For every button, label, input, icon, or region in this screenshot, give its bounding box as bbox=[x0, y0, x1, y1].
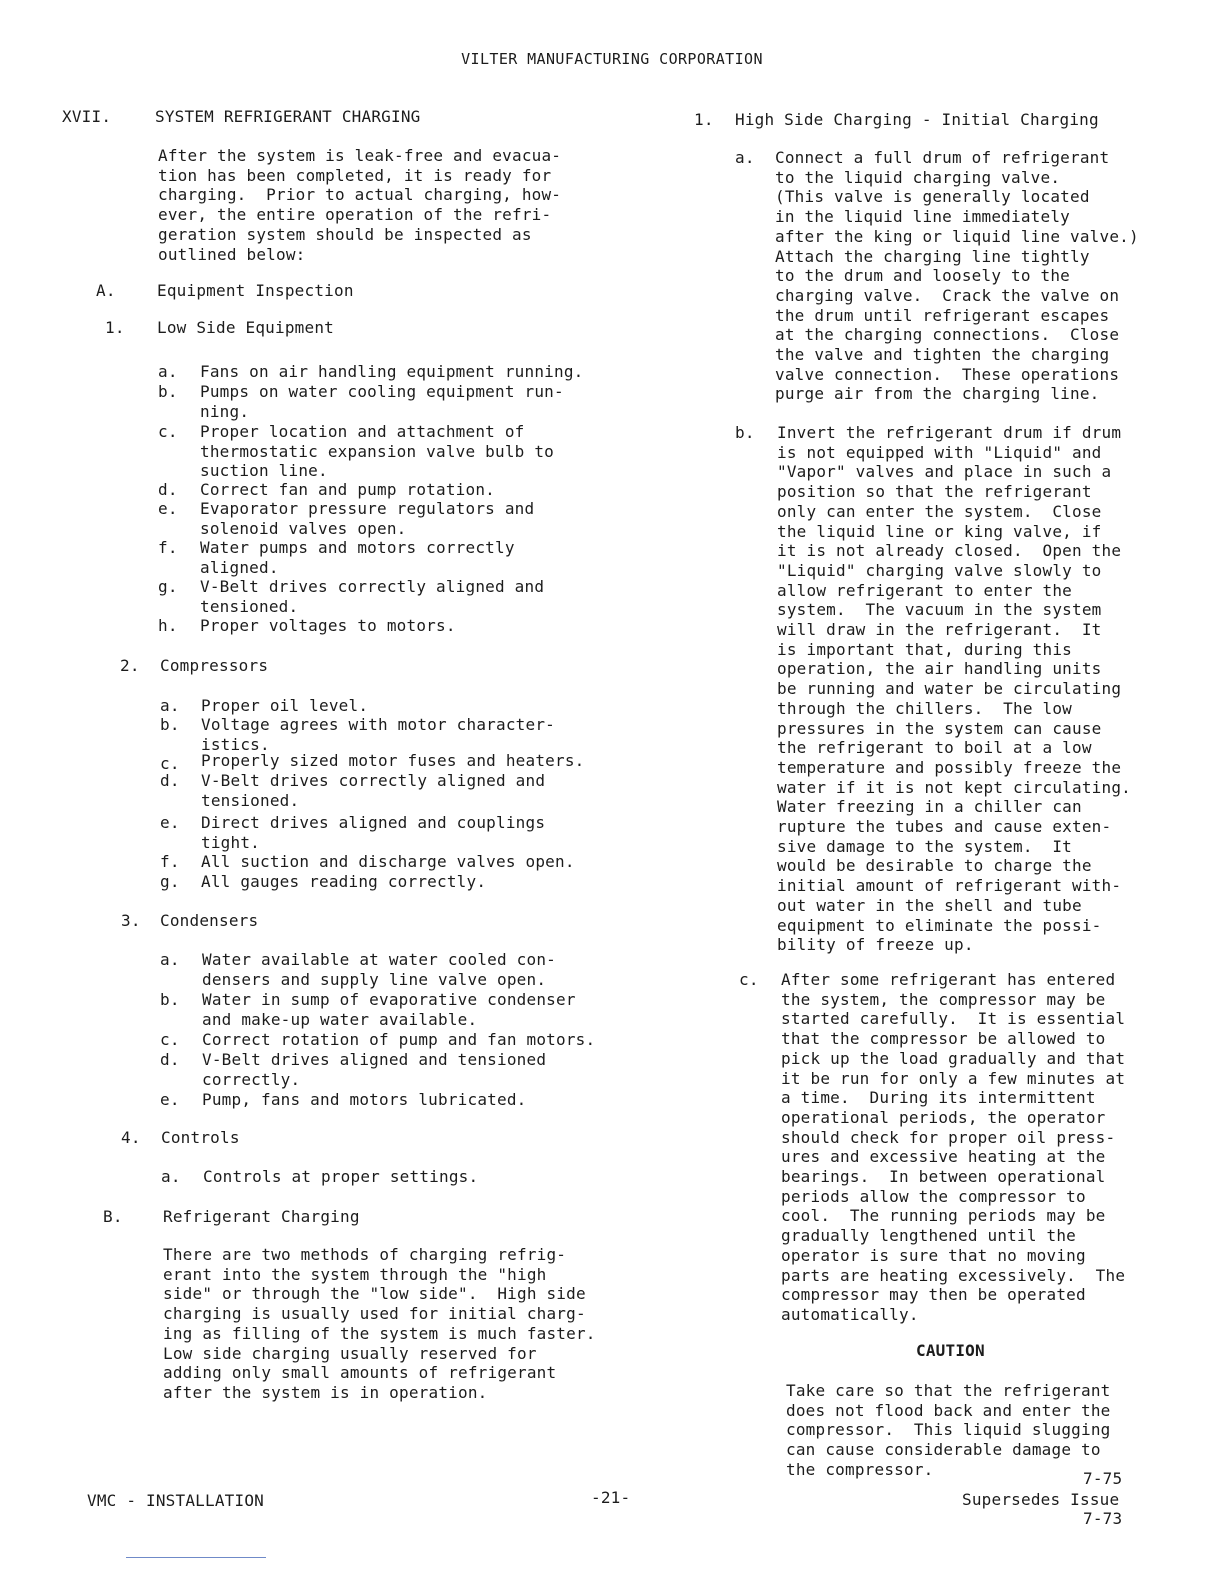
caution-heading: CAUTION bbox=[916, 1341, 985, 1360]
footer-manual-name: VMC - INSTALLATION bbox=[87, 1491, 264, 1510]
item-letter: g. bbox=[158, 577, 178, 596]
page-number: -21- bbox=[591, 1488, 631, 1507]
list-item: V-Belt drives correctly aligned and tensioned. bbox=[200, 577, 545, 616]
item-letter: a. bbox=[158, 362, 178, 381]
list-item: All gauges reading correctly. bbox=[201, 872, 487, 891]
list-item: Voltage agrees with motor character- istics. bbox=[201, 715, 555, 754]
item-letter: c. bbox=[160, 754, 180, 773]
list-item: Correct rotation of pump and fan motors. bbox=[202, 1030, 596, 1049]
list-item: Proper voltages to motors. bbox=[200, 616, 456, 635]
footer-divider-line bbox=[126, 1557, 266, 1558]
list-item: Pumps on water cooling equipment run- ning. bbox=[200, 382, 564, 421]
list-item: Proper location and attachment of thermostatic expansion valve bulb to suction line. bbox=[200, 422, 554, 481]
charging-title: Refrigerant Charging bbox=[163, 1207, 360, 1226]
section-title: SYSTEM REFRIGERANT CHARGING bbox=[155, 107, 421, 126]
list-item: Proper oil level. bbox=[201, 696, 369, 715]
high-side-step-b: Invert the refrigerant drum if drum is not equipped with "Liquid" and "Vapor" valves and place in such a position so that the refrigerant only can enter the system. Close the liquid line or king valve, if it is not already closed. Open the "Liquid" charging valve slowly to allow refrigerant to enter the system. The vacuum in the system will draw in the refrigerant. It is important that, during this operation, the air handling units be running and water be circulating through the chillers. The low pressures in the system can cause the refrigerant to boil at a low temperature and possibly freeze the water if it is not kept circulating. Water freezing in a chiller can rupture the tubes and cause exten- sive damage to the system. It would be desirable to charge the initial amount of refrigerant with- out water in the shell and tube equipment to eliminate the possi- bility of freeze up. bbox=[777, 423, 1131, 955]
item-letter: h. bbox=[158, 616, 178, 635]
item-letter: e. bbox=[160, 1090, 180, 1109]
charging-label: B. bbox=[103, 1207, 123, 1226]
list-item: Water available at water cooled con- densers and supply line valve open. bbox=[202, 950, 556, 989]
supersedes-label: Supersedes Issue bbox=[962, 1490, 1120, 1509]
item-letter: c. bbox=[160, 1030, 180, 1049]
list-item: Correct fan and pump rotation. bbox=[200, 480, 495, 499]
item-letter: f. bbox=[160, 852, 180, 871]
high-side-step-a: Connect a full drum of refrigerant to the liquid charging valve. (This valve is generally located in the liquid line immediately after the king or liquid line valve.) Attach the charging line tightly to the drum and loosely to the charging valve. Crack the valve on the drum until refrigerant escapes at the charging connections. Close the valve and tighten the charging valve connection. These operations purge air from the charging line. bbox=[775, 148, 1139, 404]
page-header-company: VILTER MANUFACTURING CORPORATION bbox=[461, 50, 763, 68]
inspection-label: A. bbox=[96, 281, 116, 300]
item-letter: d. bbox=[158, 480, 178, 499]
group-number: 3. bbox=[121, 911, 141, 930]
group-title-low-side: Low Side Equipment bbox=[157, 318, 334, 337]
item-letter: a. bbox=[161, 1167, 181, 1186]
high-side-number: 1. bbox=[694, 110, 714, 129]
list-item: Controls at proper settings. bbox=[203, 1167, 479, 1186]
item-letter: c. bbox=[739, 970, 759, 989]
high-side-title: High Side Charging - Initial Charging bbox=[735, 110, 1099, 129]
item-letter: a. bbox=[735, 148, 755, 167]
caution-text: Take care so that the refrigerant does not flood back and enter the compressor. This liquid slugging can cause considerable damage to the compressor. bbox=[786, 1381, 1111, 1479]
high-side-step-c: After some refrigerant has entered the system, the compressor may be started carefully. It is essential that the compressor be allowed to pick up the load gradually and that it be run for only a few minutes at a time. During its intermittent operational periods, the operator should check for proper oil press- ures and excessive heating at the bearings. In between operational periods allow the compressor to cool. The running periods may be gradually lengthened until the operator is sure that no moving parts are heating excessively. The compressor may then be operated automatically. bbox=[781, 970, 1126, 1324]
item-letter: d. bbox=[160, 771, 180, 790]
section-number: XVII. bbox=[62, 107, 112, 126]
list-item: Properly sized motor fuses and heaters. bbox=[201, 751, 585, 770]
item-letter: d. bbox=[160, 1050, 180, 1069]
list-item: All suction and discharge valves open. bbox=[201, 852, 575, 871]
list-item: Pump, fans and motors lubricated. bbox=[202, 1090, 527, 1109]
group-title-condensers: Condensers bbox=[160, 911, 259, 930]
item-letter: b. bbox=[160, 990, 180, 1009]
item-letter: b. bbox=[160, 715, 180, 734]
supersedes-issue: 7-73 bbox=[1083, 1509, 1123, 1528]
section-intro: After the system is leak-free and evacua- tion has been completed, it is ready for charging. Prior to actual charging, how- ever, the entire operation of the refri- geration system should be inspected as outlined below: bbox=[158, 146, 562, 264]
group-number: 2. bbox=[120, 656, 140, 675]
item-letter: a. bbox=[160, 950, 180, 969]
list-item: Fans on air handling equipment running. bbox=[200, 362, 584, 381]
inspection-title: Equipment Inspection bbox=[157, 281, 354, 300]
item-letter: e. bbox=[158, 499, 178, 518]
item-letter: f. bbox=[158, 538, 178, 557]
issue-date: 7-75 bbox=[1083, 1469, 1123, 1488]
list-item: Evaporator pressure regulators and solenoid valves open. bbox=[200, 499, 535, 538]
list-item: Water in sump of evaporative condenser and make-up water available. bbox=[202, 990, 576, 1029]
group-title-controls: Controls bbox=[161, 1128, 240, 1147]
group-number: 1. bbox=[105, 318, 125, 337]
list-item: V-Belt drives aligned and tensioned correctly. bbox=[202, 1050, 547, 1089]
item-letter: e. bbox=[160, 813, 180, 832]
list-item: Water pumps and motors correctly aligned. bbox=[200, 538, 515, 577]
list-item: Direct drives aligned and couplings tight. bbox=[201, 813, 546, 852]
item-letter: c. bbox=[158, 422, 178, 441]
item-letter: b. bbox=[735, 423, 755, 442]
group-title-compressors: Compressors bbox=[160, 656, 269, 675]
item-letter: a. bbox=[160, 696, 180, 715]
list-item: V-Belt drives correctly aligned and tensioned. bbox=[201, 771, 546, 810]
group-number: 4. bbox=[121, 1128, 141, 1147]
item-letter: g. bbox=[160, 872, 180, 891]
charging-body: There are two methods of charging refrig- erant into the system through the "high side" or through the "low side". High side charging is usually used for initial charg- ing as filling of the system is much faster. Low side charging usually reserved for adding only small amounts of refrigerant after the system is in operation. bbox=[163, 1245, 596, 1402]
item-letter: b. bbox=[158, 382, 178, 401]
